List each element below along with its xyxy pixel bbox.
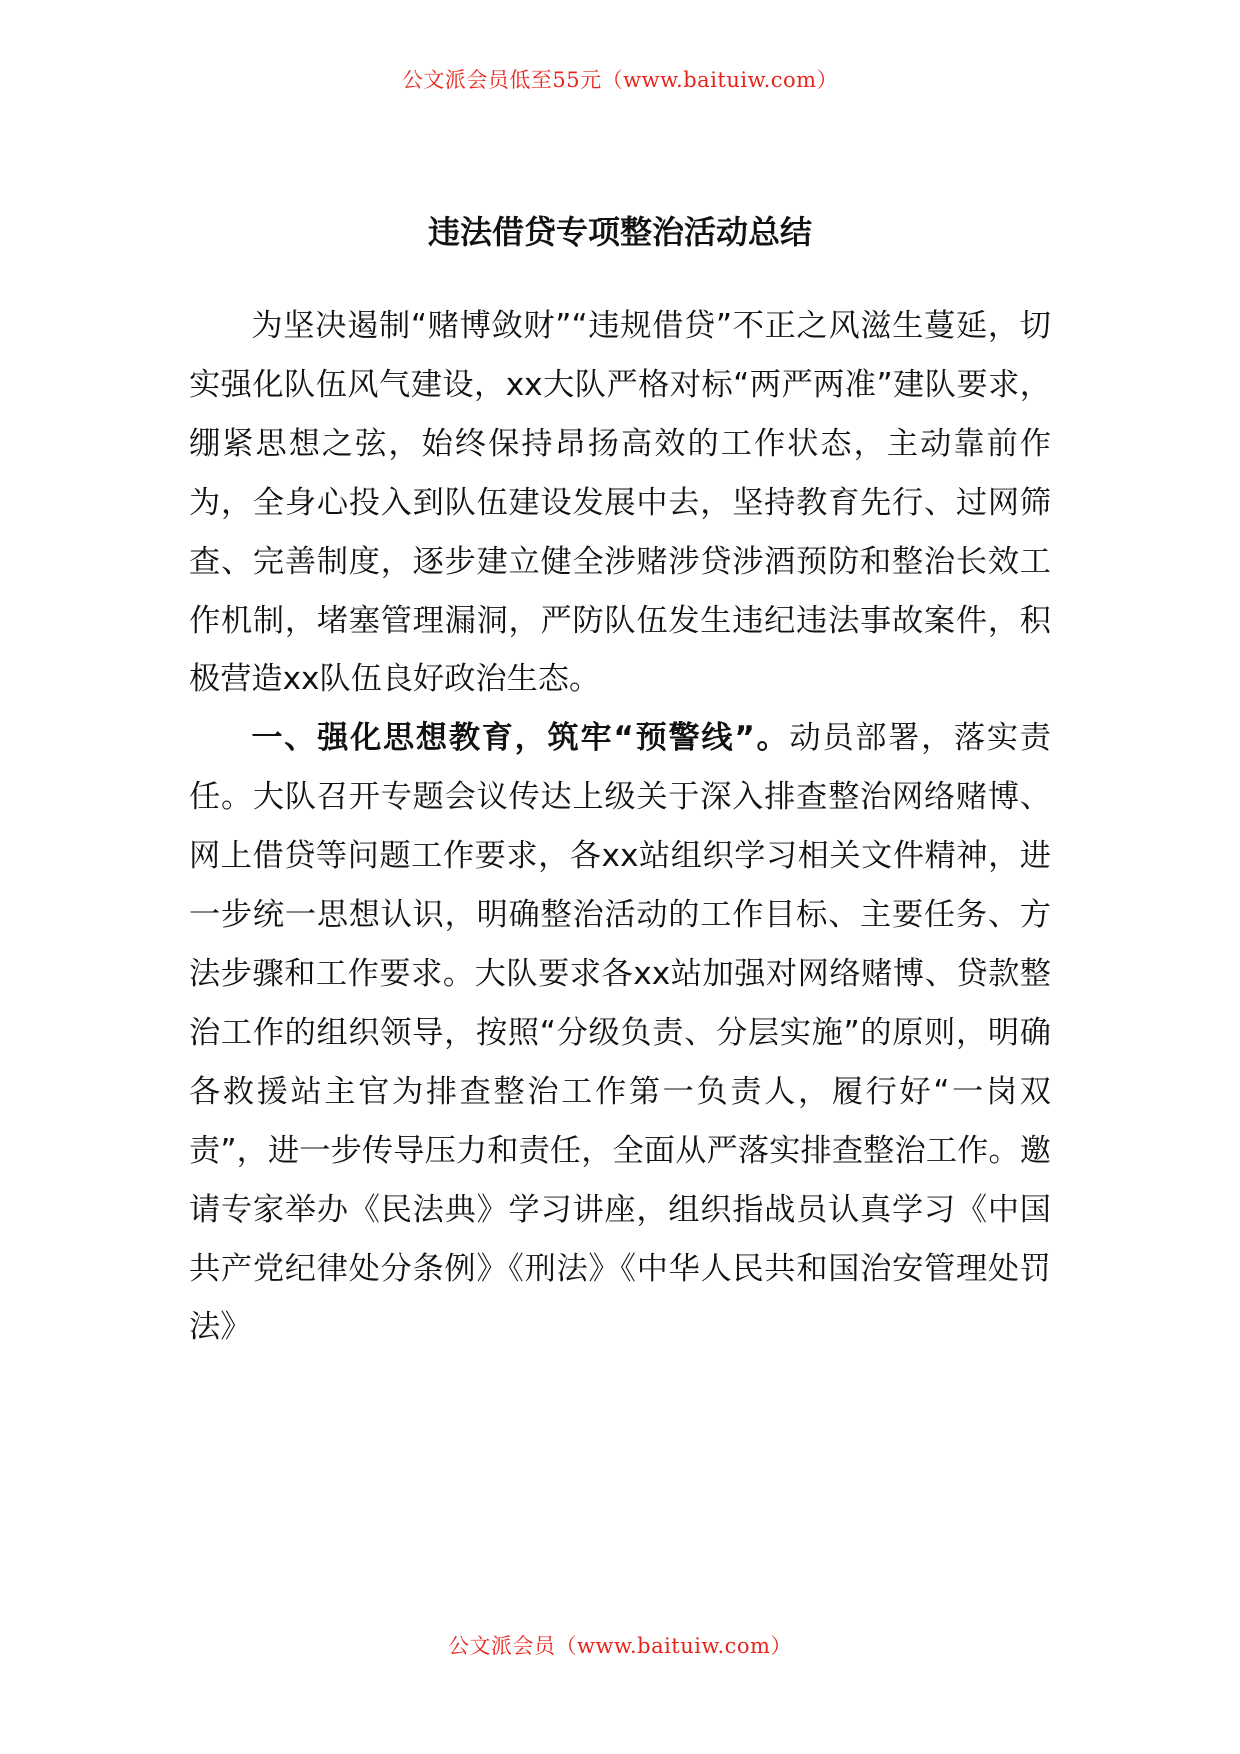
section-1-heading: 一、强化思想教育，筑牢“预警线”。 [251,720,790,757]
section-1-body: 动员部署，落实责任。大队召开专题会议传达上级关于深入排查整治网络赌博、网上借贷等问题工作要求，各xx站组织学习相关文件精神，进一步统一思想认识，明确整治活动的工作目标、主要任务、方法步骤和工作要求。大队要求各xx站加强对网络赌博、贷款整治工作的组织领导，按照“分级负责、分层实施”的原则，明确各救援站主官为排查整治工作第一负责人，履行好“一岗双责”，进一步传导压力和责任，全面从严落实排查整治工作。邀请专家举办《民法典》学习讲座，组织指战员认真学习《中国共产党纪律处分条例》《刑法》《中华人民共和国治安管理处罚法》 [189,720,1051,1346]
footer-promo-banner[interactable]: 公文派会员（www.baituiw.com） [448,1634,792,1658]
document-body [189,297,1051,1357]
document-title: 违法借贷专项整治活动总结 [427,213,812,251]
section-1-paragraph [189,709,1051,1357]
intro-paragraph: 为坚决遏制“赌博敛财”“违规借贷”不正之风滋生蔓延，切实强化队伍风气建设，xx大队严格对标“两严两准”建队要求，绷紧思想之弦，始终保持昂扬高效的工作状态，主动靠前作为，全身心投入到队伍建设发展中去，坚持教育先行、过网筛查、完善制度，逐步建立健全涉赌涉贷涉酒预防和整治长效工作机制，堵塞管理漏洞，严防队伍发生违纪违法事故案件，积极营造xx队伍良好政治生态。 [189,308,1051,698]
header-promo-banner[interactable]: 公文派会员低至55元（www.baituiw.com） [401,68,839,92]
